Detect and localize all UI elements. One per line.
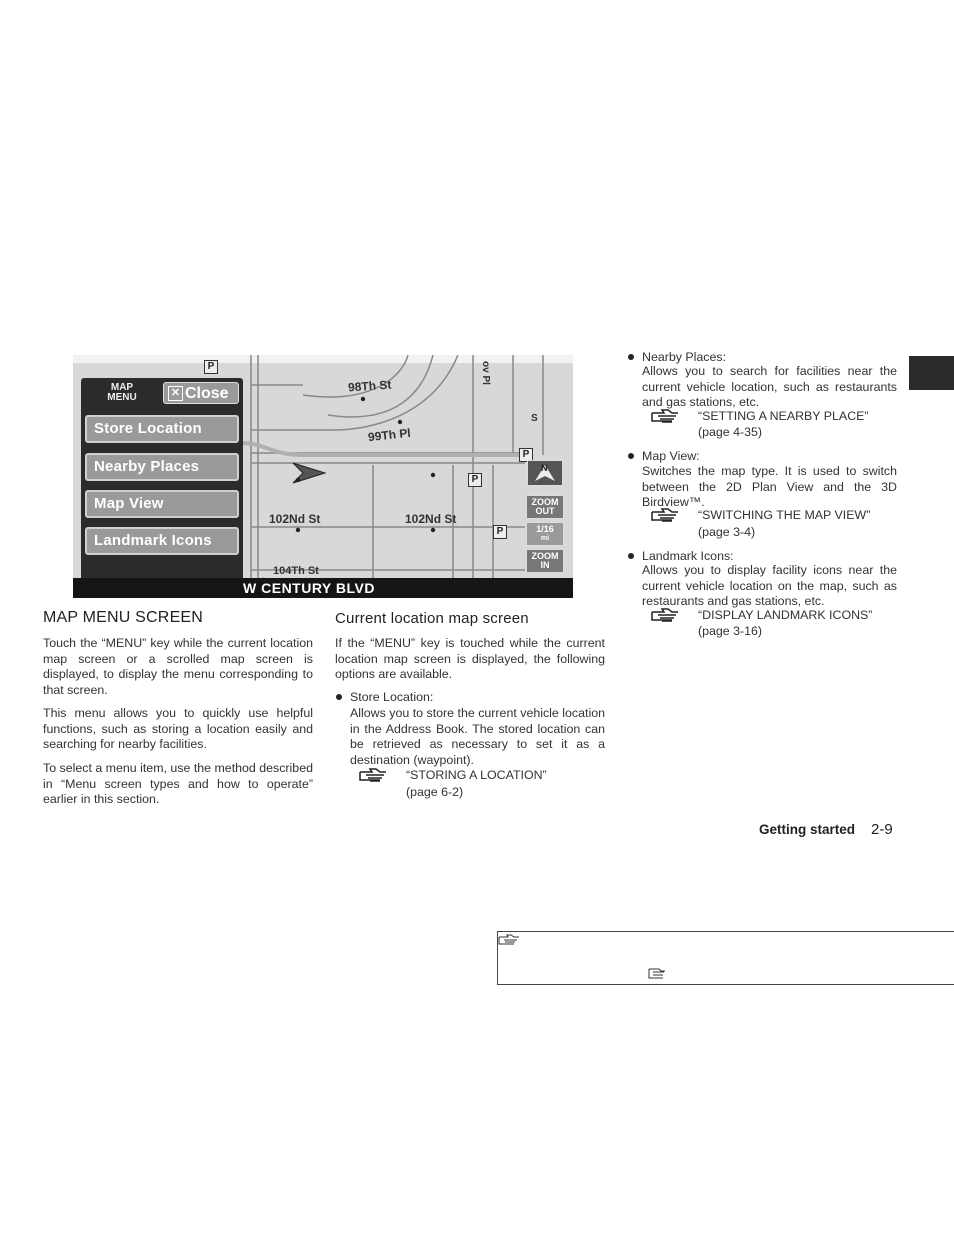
current-street-bar [73, 578, 573, 598]
current-street-name: W CENTURY BLVD [243, 580, 375, 596]
zoom-out-label: OUT [535, 506, 555, 516]
option-description: Allows you to store the current vehicle location in the Address Book. The stored location can be retrieved as necessary to set it as a destination (waypoint). [350, 706, 605, 767]
compass-label: N [541, 463, 548, 473]
reference-page: (page 6-2) [406, 785, 464, 799]
zoom-out-button[interactable] [526, 495, 564, 519]
icon-legend-box [497, 931, 954, 985]
body-paragraph: This menu allows you to quickly use helpful functions, such as storing a location easily and searching for nearby facilities. [43, 706, 313, 751]
reference-title: “STORING A LOCATION” [406, 768, 547, 782]
menu-title-line: MAP [110, 382, 134, 393]
street-label: 102Nd St [269, 512, 321, 526]
parking-icon: P [493, 525, 507, 539]
body-paragraph: To select a menu item, use the method described in “Menu screen types and how to operate” earlier in this section. [43, 761, 313, 806]
street-label: 98Th St [347, 377, 392, 395]
street-label: 104Th St [273, 565, 319, 577]
zoom-in-button[interactable] [526, 549, 564, 573]
option-title: Nearby Places: [642, 350, 727, 364]
option-title: Landmark Icons: [642, 549, 734, 563]
scale-indicator [526, 522, 564, 546]
bullet-icon [628, 553, 634, 559]
option-title: Store Location: [350, 690, 434, 704]
body-paragraph: If the “MENU” key is touched while the current location map screen is displayed, the following options are available. [335, 636, 605, 681]
section-heading: MAP MENU SCREEN [43, 609, 204, 626]
section-tab [909, 356, 954, 390]
zoom-in-label: IN [540, 560, 550, 570]
bullet-icon [336, 694, 342, 700]
hand-icon [647, 966, 667, 980]
reference-page: (page 3-16) [698, 624, 763, 638]
reference-title: “SWITCHING THE MAP VIEW” [698, 508, 871, 522]
close-icon: ✕ [168, 386, 183, 401]
footer-section-title: Getting started [759, 822, 856, 837]
menu-title-line: MENU [107, 392, 137, 403]
compass-button[interactable] [527, 460, 563, 486]
street-label-vertical: S [531, 413, 538, 424]
scale-unit: mi [540, 535, 550, 542]
parking-icon: P [519, 448, 533, 462]
footer-page-number: 2-9 [871, 821, 893, 838]
reference-title: “DISPLAY LANDMARK ICONS” [698, 608, 873, 622]
bullet-icon [628, 453, 634, 459]
option-description: Switches the map type. It is used to switch between the 2D Plan View and the 3D Birdview™. [642, 464, 897, 509]
landmark-icons-button[interactable]: Landmark Icons [85, 527, 239, 555]
parking-icon: P [204, 360, 218, 374]
close-label: Close [185, 385, 229, 402]
scale-value: 1/16 [536, 524, 554, 534]
map-menu-panel [81, 378, 243, 583]
nearby-places-button[interactable]: Nearby Places [85, 453, 239, 481]
pointing-hand-icon [650, 407, 680, 425]
pointing-hand-icon [650, 606, 680, 624]
option-description: Allows you to display facility icons near the current vehicle location on the map, such as restaurants and gas stations, etc. [642, 563, 897, 608]
store-location-button[interactable]: Store Location [85, 415, 239, 443]
reference-title: “SETTING A NEARBY PLACE” [698, 409, 869, 423]
map-menu-screenshot [73, 355, 573, 598]
pointing-hand-icon [650, 506, 680, 524]
street-label: 99Th Pl [367, 425, 412, 445]
close-button[interactable] [163, 382, 239, 404]
option-title: Map View: [642, 449, 700, 463]
street-label: 102Nd St [405, 512, 457, 526]
zoom-in-label: ZOOM [531, 551, 559, 561]
reference-page: (page 3-4) [698, 525, 756, 539]
subsection-heading: Current location map screen [335, 610, 529, 627]
parking-icon: P [468, 473, 482, 487]
option-description: Allows you to search for facilities near the current vehicle location, such as restaurants and gas stations, etc. [642, 364, 897, 409]
street-label-vertical: ov Pl [480, 361, 491, 385]
pointing-hand-icon [358, 766, 388, 784]
bullet-icon [628, 354, 634, 360]
map-view-button[interactable]: Map View [85, 490, 239, 518]
pointing-hand-icon [498, 933, 520, 947]
menu-title [87, 383, 157, 403]
zoom-out-label: ZOOM [531, 497, 559, 507]
reference-page: (page 4-35) [698, 425, 763, 439]
body-paragraph: Touch the “MENU” key while the current location map screen or a scrolled map screen is displayed, to display the menu corresponding to that screen. [43, 636, 313, 697]
